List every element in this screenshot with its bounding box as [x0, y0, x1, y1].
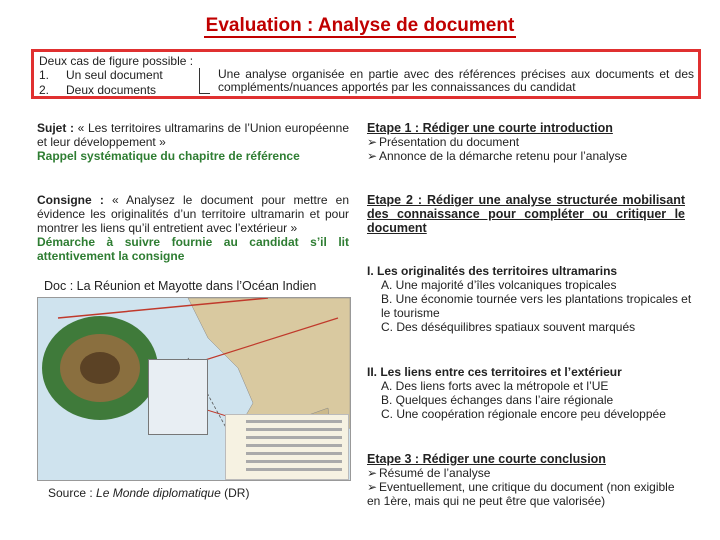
case-2: 2. Deux documents [39, 83, 157, 97]
etape3-title: Etape 3 : Rédiger une courte conclusion [367, 452, 606, 466]
part2-title: II. Les liens entre ces territoires et l’extérieur [367, 365, 622, 379]
part1-item: B. Une économie tournée vers les plantations tropicales et le tourisme [381, 292, 692, 320]
part2-item: A. Des liens forts avec la métropole et l’UE [381, 379, 609, 393]
map-legend [225, 414, 349, 480]
page-title: Evaluation : Analyse de document [205, 15, 515, 36]
consigne-block: Consigne : « Analysez le document pour mettre en évidence les originalités d’un territoire ultramarin et pour montrer les liens qu’il entretient avec l’extérieur » Démarche à suivre fournie au candidat s’il lit attentivement la consigne [37, 193, 350, 263]
consigne-note: Démarche à suivre fournie au candidat s’il lit attentivement la consigne [37, 235, 349, 263]
etape2-title: Etape 2 : Rédiger une analyse structurée mobilisant des connaissance pour compléter ou critiquer le document [367, 193, 685, 235]
doc-title: Doc : La Réunion et Mayotte dans l’Océan Indien [44, 279, 317, 293]
part2-block [367, 365, 697, 421]
part1-item: A. Une majorité d’îles volcaniques tropicales [381, 278, 617, 292]
doc-source: Source : Le Monde diplomatique (DR) [48, 486, 250, 500]
arrow-icon: ➢ [367, 149, 378, 163]
cases-intro: Deux cas de figure possible : [39, 54, 194, 68]
sujet-block: Sujet : « Les territoires ultramarins de l’Union européenne et leur développement » Rappel systématique du chapitre de référence [37, 121, 349, 163]
map-inset [148, 359, 208, 435]
brace-icon [199, 68, 210, 94]
etape1-item: ➢ Présentation du document [367, 135, 520, 149]
part1-item: C. Des déséquilibres spatiaux souvent marqués [381, 320, 636, 334]
etape3-block [367, 452, 687, 508]
etape2-block [367, 193, 685, 235]
cases-box [31, 49, 701, 99]
etape3-item: ➢ Eventuellement, une critique du document (non exigible en 1ère, mais qui ne peut être que valorisée) [367, 480, 675, 508]
arrow-icon: ➢ [367, 135, 378, 149]
etape3-item: ➢ Résumé de l’analyse [367, 466, 491, 480]
arrow-icon: ➢ [367, 480, 378, 494]
part2-item: B. Quelques échanges dans l’aire régionale [381, 393, 614, 407]
etape1-title: Etape 1 : Rédiger une courte introduction [367, 121, 613, 135]
part1-title: I. Les originalités des territoires ultramarins [367, 264, 618, 278]
sujet-note: Rappel systématique du chapitre de référence [37, 149, 300, 163]
cases-desc-1: Une analyse organisée en partie avec des références précises aux documents et des [218, 67, 694, 81]
part1-block [367, 264, 697, 334]
etape1-block [367, 121, 687, 163]
case-1: 1. Un seul document [39, 68, 163, 82]
cases-desc-2: compléments/nuances apportés par les connaissances du candidat [218, 80, 576, 94]
part2-item: C. Une coopération régionale encore peu développée [381, 407, 666, 421]
arrow-icon: ➢ [367, 466, 378, 480]
etape1-item: ➢ Annonce de la démarche retenu pour l’analyse [367, 149, 628, 163]
